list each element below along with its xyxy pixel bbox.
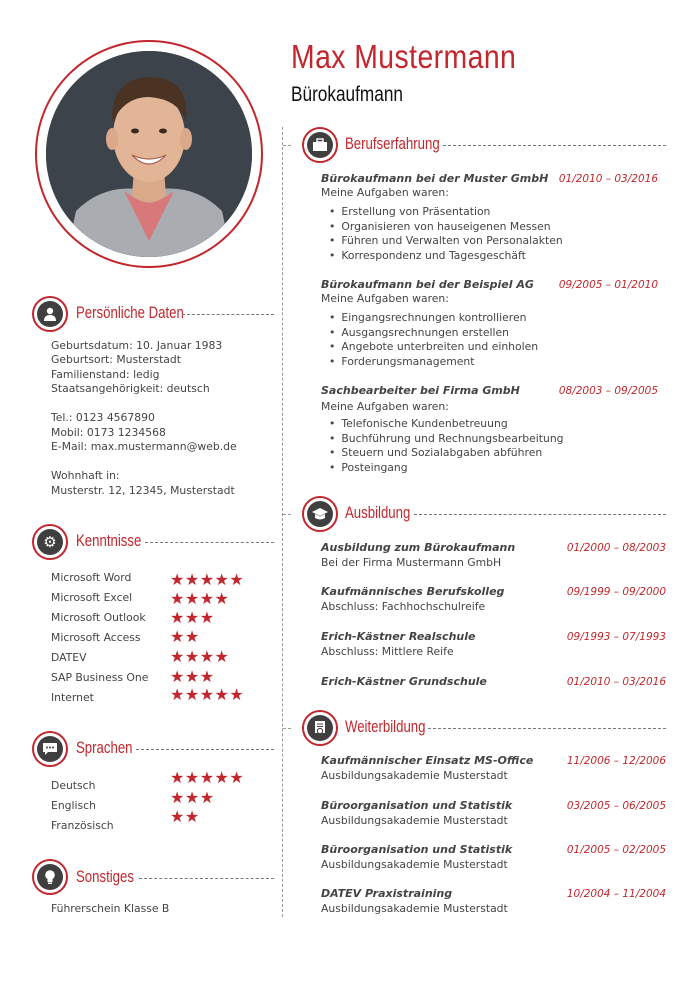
education-entry-title: Kaufmännisches Berufskolleg <box>321 585 505 598</box>
section-title-experience: Berufserfahrung <box>345 135 440 153</box>
training-entry-date: 01/2005 – 02/2005 <box>566 844 666 856</box>
task-item: • Eingangsrechnungen kontrollieren <box>329 311 538 326</box>
mobile: Mobil: 0173 1234568 <box>51 426 166 439</box>
skill-rating: ★★ <box>170 627 200 646</box>
certificate-icon <box>302 710 338 746</box>
training-entry-sub: Ausbildungsakademie Musterstadt <box>321 902 508 915</box>
column-divider <box>282 127 283 917</box>
lightbulb-icon <box>32 859 68 895</box>
section-divider <box>443 145 666 146</box>
task-item: • Ausgangsrechnungen erstellen <box>329 326 538 341</box>
language-rating: ★★ <box>170 807 200 826</box>
section-divider <box>428 728 666 729</box>
education-entry-sub: Bei der Firma Mustermann GmbH <box>321 556 502 569</box>
gears-icon: ⚙ <box>32 524 68 560</box>
candidate-name: Max Mustermann <box>291 38 517 75</box>
personal-line: Familienstand: ledig <box>51 368 160 381</box>
section-title-education: Ausbildung <box>345 504 411 522</box>
section-title-personal: Persönliche Daten <box>76 304 184 322</box>
task-list <box>329 417 564 475</box>
skill-label: Microsoft Outlook <box>51 611 146 624</box>
task-item: • Korrespondenz und Tagesgeschäft <box>329 249 563 264</box>
skill-label: Internet <box>51 691 94 704</box>
training-entry-sub: Ausbildungsakademie Musterstadt <box>321 769 508 782</box>
job-entry-title: Sachbearbeiter bei Firma GmbH <box>321 384 520 397</box>
education-entry-date: 01/2010 – 03/2016 <box>566 676 666 688</box>
training-entry-date: 10/2004 – 11/2004 <box>566 888 666 900</box>
task-item: • Buchführung und Rechnungsbearbeitung <box>329 432 564 447</box>
task-list <box>329 311 538 369</box>
job-entry-date: 09/2005 – 01/2010 <box>558 279 658 291</box>
education-entry-title: Erich-Kästner Grundschule <box>321 675 487 688</box>
education-entry-sub: Abschluss: Mittlere Reife <box>321 645 454 658</box>
skill-label: SAP Business One <box>51 671 149 684</box>
task-item: • Erstellung von Präsentation <box>329 205 563 220</box>
language-rating: ★★★ <box>170 788 215 807</box>
personal-line: Staatsangehörigkeit: deutsch <box>51 382 210 395</box>
education-entry-sub: Abschluss: Fachhochschulreife <box>321 600 486 613</box>
training-entry-sub: Ausbildungsakademie Musterstadt <box>321 858 508 871</box>
section-title-training: Weiterbildung <box>345 718 426 736</box>
section-title-languages: Sprachen <box>76 739 133 757</box>
personal-line: Geburtsort: Musterstadt <box>51 353 182 366</box>
section-title-other: Sonstiges <box>76 868 134 886</box>
job-title: Bürokaufmann <box>291 83 404 106</box>
address-label: Wohnhaft in: <box>51 469 120 482</box>
job-entry-title: Bürokaufmann bei der Beispiel AG <box>321 278 534 291</box>
task-item: • Angebote unterbreiten und einholen <box>329 340 538 355</box>
job-entry-intro: Meine Aufgaben waren: <box>321 400 449 413</box>
task-item: • Steuern und Sozialabgaben abführen <box>329 446 564 461</box>
training-entry-title: DATEV Praxistraining <box>321 887 453 900</box>
section-title-skills: Kenntnisse <box>76 532 142 550</box>
other-line: Führerschein Klasse B <box>51 902 170 915</box>
address: Musterstr. 12, 12345, Musterstadt <box>51 484 235 497</box>
skill-label: Microsoft Word <box>51 571 132 584</box>
email: E-Mail: max.mustermann@web.de <box>51 440 237 453</box>
task-item: • Organisieren von hauseigenen Messen <box>329 220 563 235</box>
briefcase-icon <box>302 127 338 163</box>
skill-label: DATEV <box>51 651 87 664</box>
profile-photo <box>46 51 252 257</box>
task-list <box>329 205 563 263</box>
section-divider <box>414 514 666 515</box>
task-item: • Führen und Verwalten von Personalakten <box>329 234 563 249</box>
speech-bubble-icon <box>32 731 68 767</box>
section-divider <box>182 314 274 315</box>
education-entry-date: 09/1993 – 07/1993 <box>566 631 666 643</box>
education-entry-title: Erich-Kästner Realschule <box>321 630 476 643</box>
training-entry-title: Büroorganisation und Statistik <box>321 843 513 856</box>
skill-rating: ★★★★ <box>170 589 230 608</box>
phone: Tel.: 0123 4567890 <box>51 411 155 424</box>
training-entry-title: Kaufmännischer Einsatz MS-Office <box>321 754 534 767</box>
job-entry-date: 01/2010 – 03/2016 <box>558 173 658 185</box>
skill-label: Microsoft Excel <box>51 591 133 604</box>
skill-rating: ★★★★★ <box>170 685 245 704</box>
job-entry-intro: Meine Aufgaben waren: <box>321 292 449 305</box>
training-entry-sub: Ausbildungsakademie Musterstadt <box>321 814 508 827</box>
task-item: • Posteingang <box>329 461 564 476</box>
education-entry-date: 01/2000 – 08/2003 <box>566 542 666 554</box>
divider-tick <box>283 145 291 146</box>
job-entry-title: Bürokaufmann bei der Muster GmbH <box>321 172 549 185</box>
section-divider <box>139 878 274 879</box>
person-icon <box>32 296 68 332</box>
education-entry-title: Ausbildung zum Bürokaufmann <box>321 541 516 554</box>
skill-rating: ★★★★ <box>170 647 230 666</box>
training-entry-date: 11/2006 – 12/2006 <box>566 755 666 767</box>
language-rating: ★★★★★ <box>170 768 245 787</box>
job-entry-date: 08/2003 – 09/2005 <box>558 385 658 397</box>
personal-line: Geburtsdatum: 10. Januar 1983 <box>51 339 223 352</box>
graduation-cap-icon <box>302 496 338 532</box>
task-item: • Forderungsmanagement <box>329 355 538 370</box>
divider-tick <box>283 514 291 515</box>
training-entry-title: Büroorganisation und Statistik <box>321 799 513 812</box>
skill-rating: ★★★ <box>170 667 215 686</box>
language-label: Französisch <box>51 819 114 832</box>
task-item: • Telefonische Kundenbetreuung <box>329 417 564 432</box>
divider-tick <box>283 728 291 729</box>
job-entry-intro: Meine Aufgaben waren: <box>321 186 449 199</box>
skill-label: Microsoft Access <box>51 631 141 644</box>
section-divider <box>136 749 274 750</box>
skill-rating: ★★★★★ <box>170 570 245 589</box>
language-label: Englisch <box>51 799 96 812</box>
training-entry-date: 03/2005 – 06/2005 <box>566 800 666 812</box>
language-label: Deutsch <box>51 779 96 792</box>
education-entry-date: 09/1999 – 09/2000 <box>566 586 666 598</box>
section-divider <box>145 542 274 543</box>
skill-rating: ★★★ <box>170 608 215 627</box>
